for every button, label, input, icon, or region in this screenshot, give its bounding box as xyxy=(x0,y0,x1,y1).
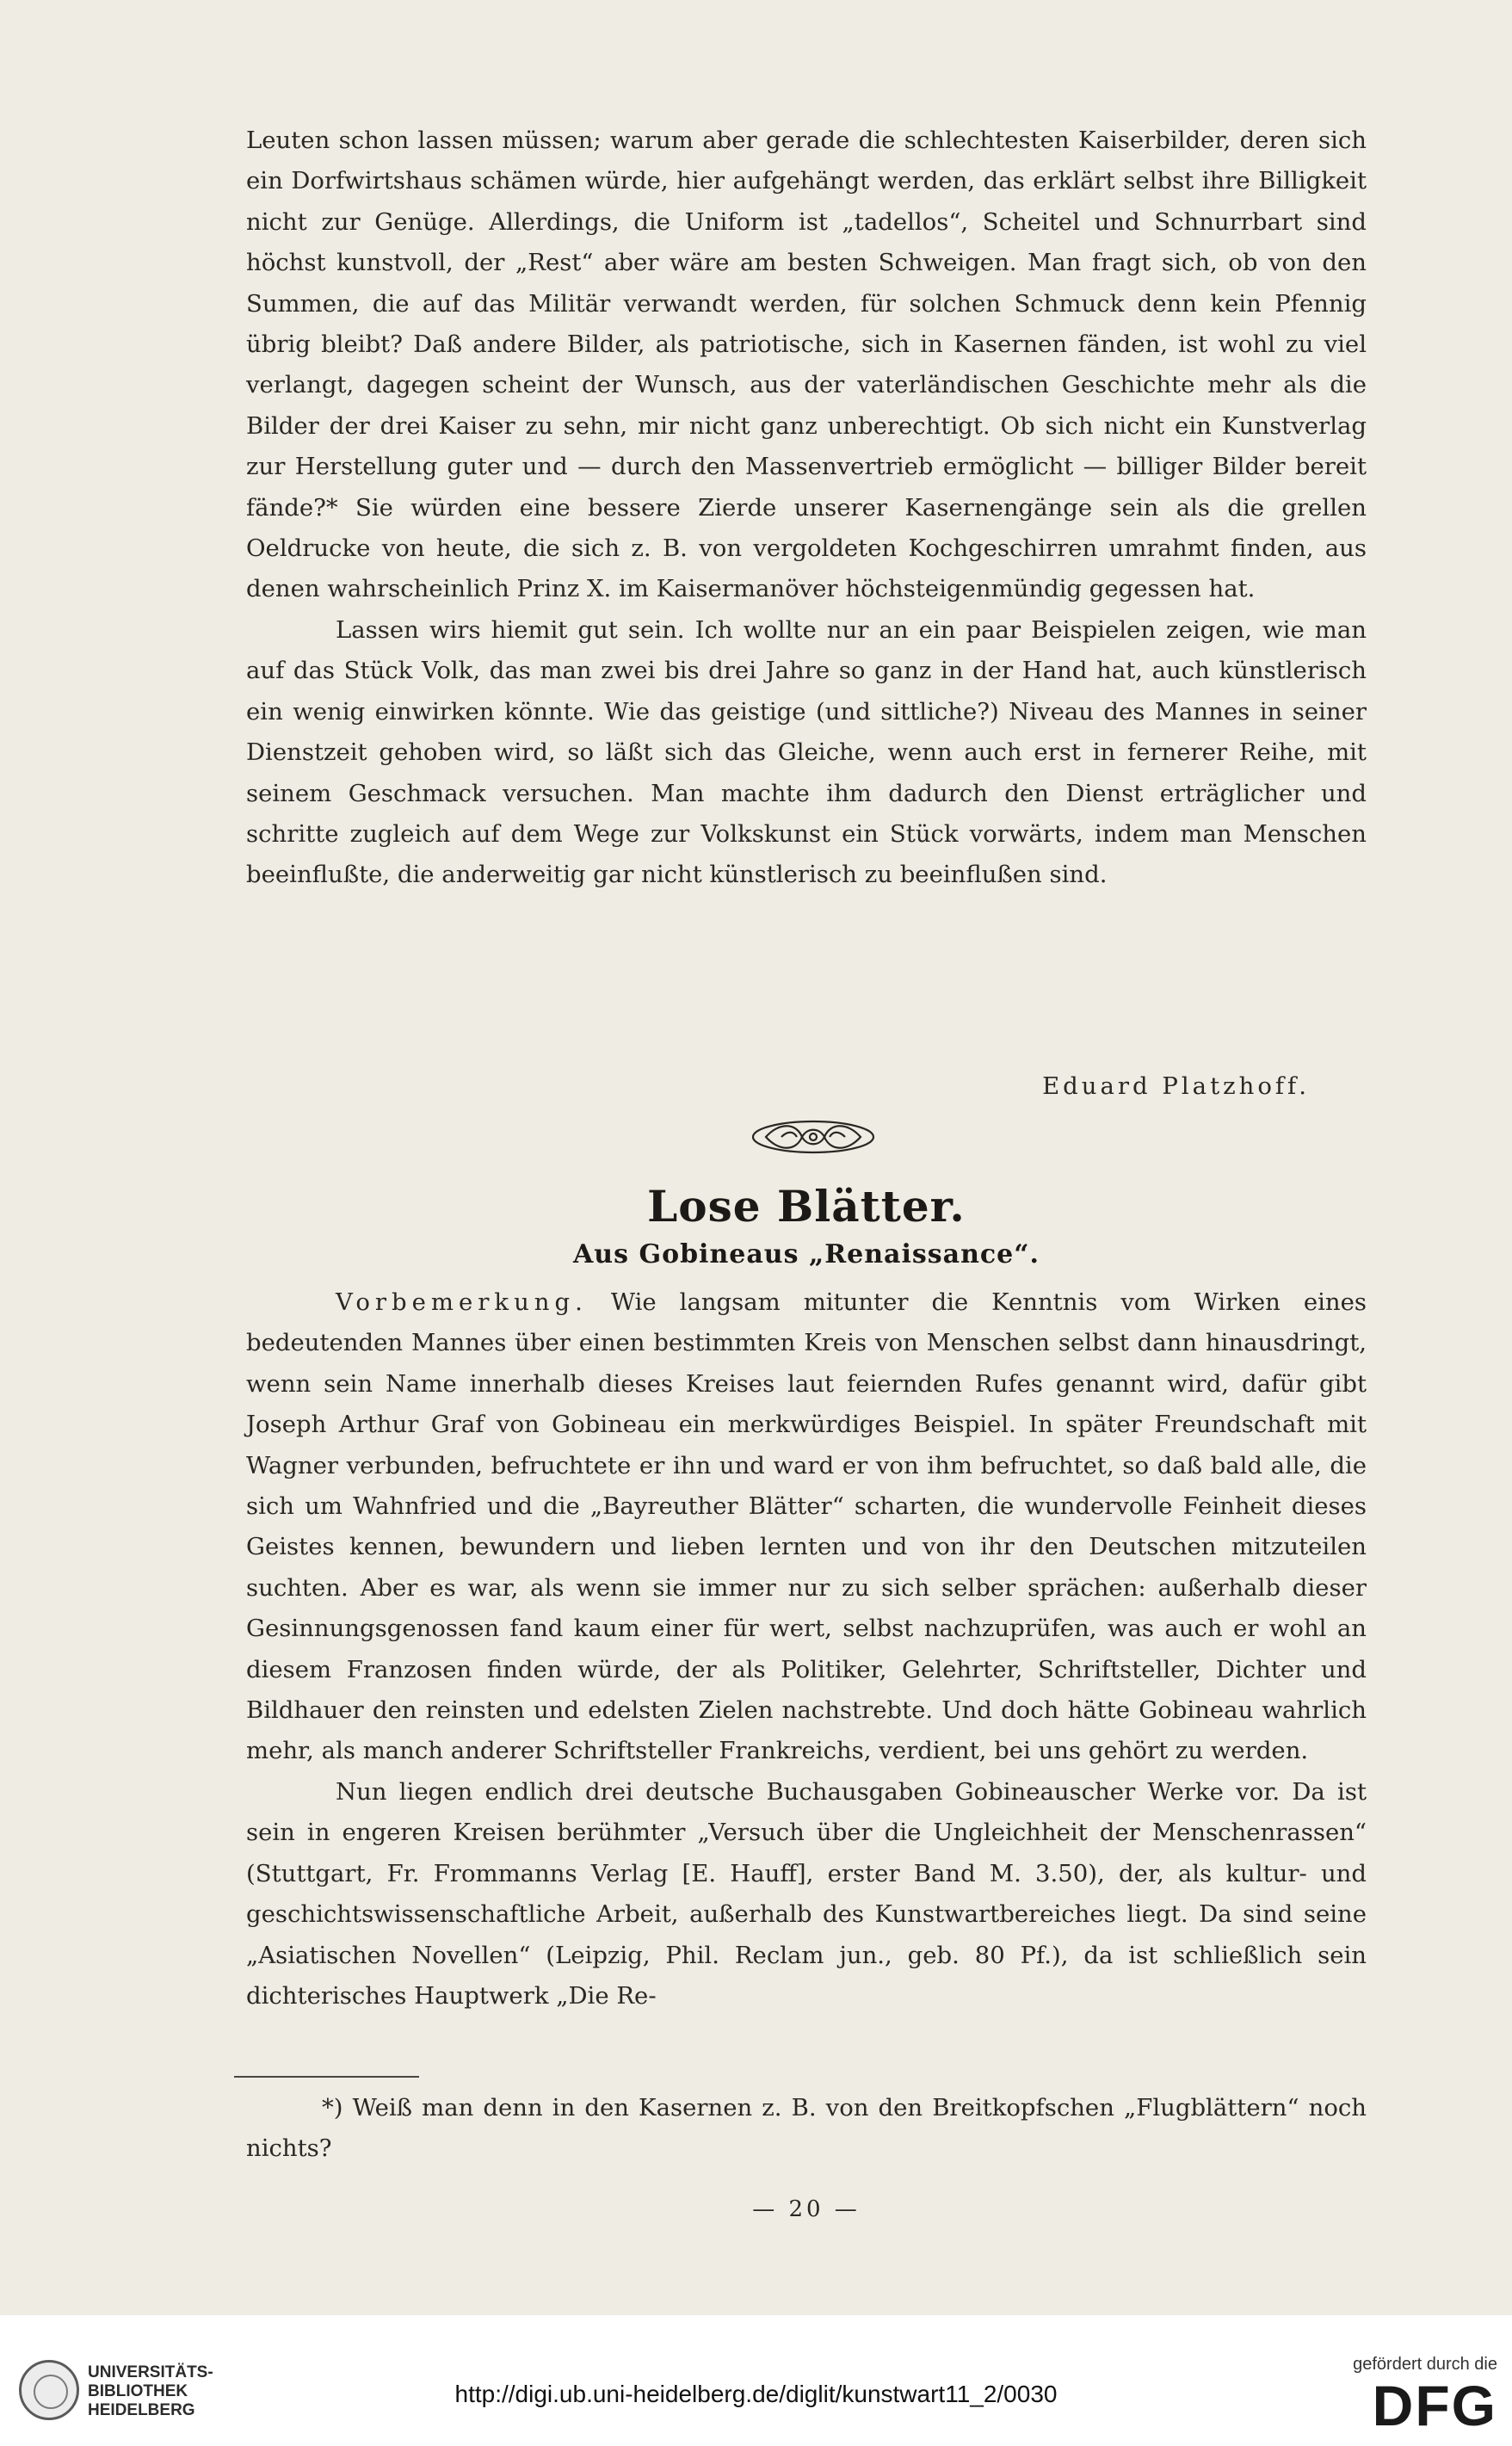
funding-label: gefördert durch die xyxy=(1353,2355,1497,2374)
paragraph-2: Lassen wirs hiemit gut sein. Ich wollte nur an ein paar Beispielen zeigen, wie man auf das Stück Volk, das man zwei bis drei Jahre so ganz in der Hand hat, auch künstlerisch ein wenig einwirken könnte. Wie das geistige (und sittliche?) Niveau des Mannes in seiner Dienstzeit gehoben wird, so läßt sich das Gleiche, wenn auch erst in fernerer Reihe, mit seinem Geschmack versuchen. Man machte ihm dadurch den Dienst erträglicher und schritte zugleich auf dem Wege zur Volkskunst ein Stück vorwärts, indem man Menschen beeinflußte, die anderweitig gar nicht künstlerisch zu beeinflußen sind. xyxy=(246,615,1367,889)
library-name-line: UNIVERSITÄTS- xyxy=(88,2363,213,2381)
article-body xyxy=(246,1282,1367,2017)
lead-word: Vorbemerkung. xyxy=(336,1288,588,1316)
section-title: Lose Blätter. xyxy=(647,1181,966,1232)
footnote-text: *) Weiß man denn in den Kasernen z. B. von den Breitkopfschen „Flugblättern“ noch nichts? xyxy=(246,2094,1367,2162)
section-subtitle: Aus Gobineaus „Renaissance“. xyxy=(573,1239,1040,1269)
ornament-divider-icon xyxy=(749,1115,878,1158)
page-number: — 20 — xyxy=(752,2196,861,2222)
library-name-line: HEIDELBERG xyxy=(88,2401,195,2419)
library-name-line: BIBLIOTHEK xyxy=(88,2382,188,2400)
footnote xyxy=(246,2088,1367,2169)
author-signature: Eduard Platzhoff. xyxy=(1042,1072,1310,1100)
dfg-logo: DFG xyxy=(1372,2374,1497,2437)
paragraph-3 xyxy=(246,1282,1367,1772)
paragraph-4: Nun liegen endlich drei deutsche Buchausgaben Gobineauscher Werke vor. Da ist sein in engeren Kreisen berühmter „Versuch über die Ungleichheit der Menschenrassen“ (Stuttgart, Fr. Frommanns Verlag [E. Hauff], erster Band M. 3.50), der, als kultur- und geschichtswissenschaftliche Arbeit, außerhalb des Kunstwartbereiches liegt. Da sind seine „Asiatischen Novellen“ (Leipzig, Phil. Reclam jun., geb. 80 Pf.), da ist schließlich sein dichterisches Hauptwerk „Die Re- xyxy=(246,1777,1367,2010)
source-url-link[interactable]: http://digi.ub.uni-heidelberg.de/diglit/kunstwart11_2/0030 xyxy=(454,2381,1058,2407)
footnote-divider xyxy=(234,2076,419,2078)
article-continuation xyxy=(246,120,1367,896)
paragraph-3-text: Wie langsam mitunter die Kenntnis vom Wirken eines bedeutenden Mannes über einen bestimmten Kreis von Menschen selbst dann hinausdringt, wenn sein Name innerhalb dieses Kreises laut feiernden Rufes genannt wird, dafür gibt Joseph Arthur Graf von Gobineau ein merkwürdiges Beispiel. In später Freundschaft mit Wagner verbunden, befruchtete er ihn und ward er von ihm befruchtet, so daß bald alle, die sich um Wahnfried und die „Bayreuther Blätter“ scharten, die wundervolle Feinheit dieses Geistes kennen, bewundern und lieben lernten und von ihr den Deutschen mitzuteilen suchten. Aber es war, als wenn sie immer nur zu sich selber sprächen: außerhalb dieser Gesinnungsgenossen fand kaum einer für wert, selbst nachzuprüfen, was auch er wohl an diesem Franzosen finden würde, der als Politiker, Gelehrter, Schriftsteller, Dichter und Bildhauer den reinsten und edelsten Zielen nachstrebte. Und doch hätte Gobineau wahrlich mehr, als manch anderer Schriftsteller Frankreichs, verdient, bei uns gehört zu werden. xyxy=(246,1288,1367,1765)
paragraph-1: Leuten schon lassen müssen; warum aber gerade die schlechtesten Kaiserbilder, deren sich ein Dorfwirtshaus schämen würde, hier aufgehängt werden, das erklärt selbst ihre Billigkeit nicht zur Genüge. Allerdings, die Uniform ist „tadellos“, Scheitel und Schnurrbart sind höchst kunstvoll, der „Rest“ aber wäre am besten Schweigen. Man fragt sich, ob von den Summen, die auf das Militär verwandt werden, für solchen Schmuck denn kein Pfennig übrig bleibt? Daß andere Bilder, als patriotische, sich in Kasernen fänden, ist wohl zu viel verlangt, dagegen scheint der Wunsch, aus der vaterländischen Geschichte mehr als die Bilder der drei Kaiser zu sehn, mir nicht ganz unberechtigt. Ob sich nicht ein Kunstverlag zur Herstellung guter und — durch den Massenvertrieb ermöglicht — billiger Bilder bereit fände?* Sie würden eine bessere Zierde unserer Kasernengänge sein als die grellen Oeldrucke von heute, die sich z. B. von vergoldeten Kochgeschirren umrahmt finden, aus denen wahrscheinlich Prinz X. im Kaisermanöver höchsteigenmündig gegessen hat. xyxy=(246,127,1367,603)
